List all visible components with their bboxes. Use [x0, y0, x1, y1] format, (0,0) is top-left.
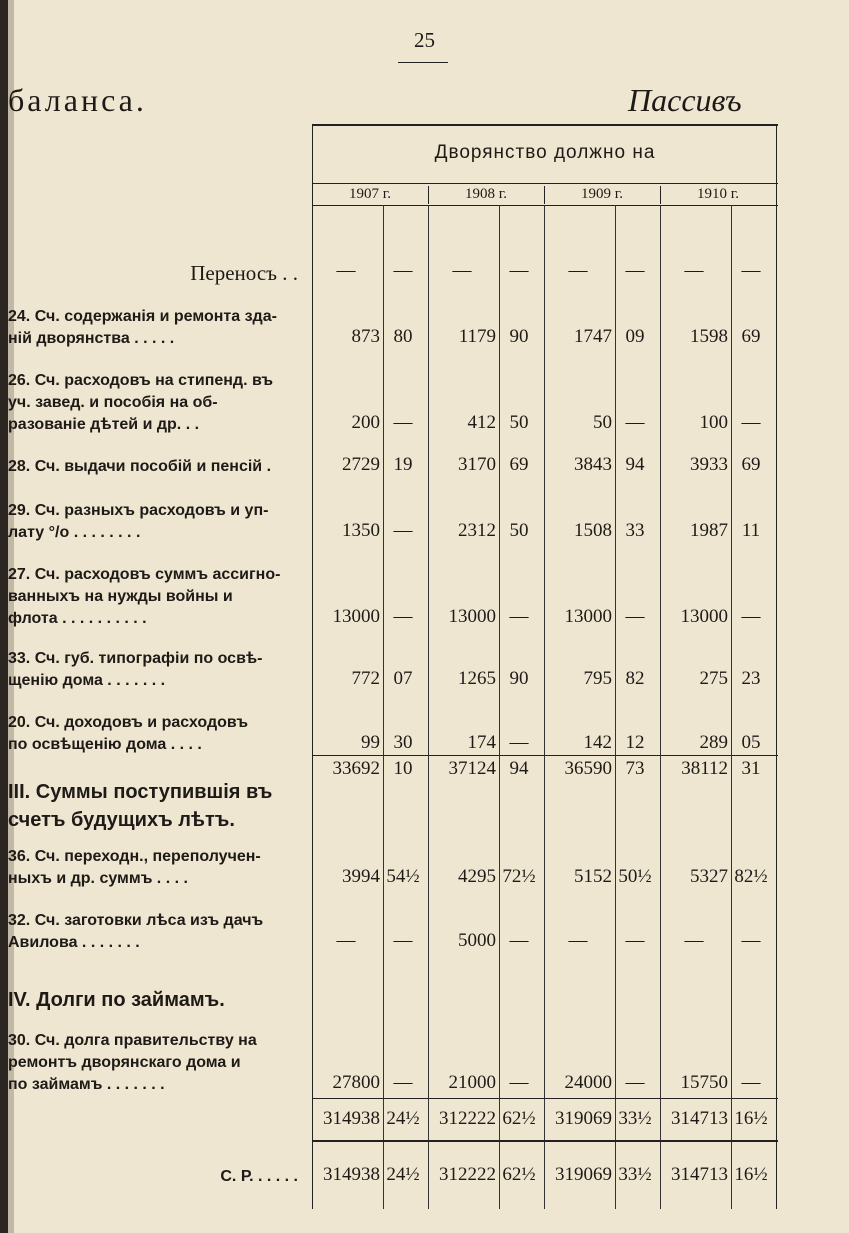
- row-value-kop: 12: [625, 732, 645, 753]
- row-value-rub: 1350: [342, 520, 380, 541]
- row-value-rub: 21000: [448, 1072, 496, 1093]
- row-value-kop: —: [741, 260, 761, 281]
- row-value-rub: 275: [699, 668, 728, 689]
- row-value-kop: —: [509, 1072, 529, 1093]
- row-value-rub: 2312: [458, 520, 496, 541]
- row-label: ныхъ и др. суммъ . . . .: [8, 870, 188, 887]
- row-value-rub: 3170: [458, 454, 496, 475]
- row-value-kop: —: [393, 260, 413, 281]
- year-column-separator: [544, 205, 545, 1209]
- row-value-kop: 30: [393, 732, 413, 753]
- row-value-rub: —: [336, 930, 356, 951]
- row-value-kop: 24½: [386, 1164, 420, 1185]
- row-label: ІІІ. Суммы поступившія въ: [8, 781, 273, 803]
- row-value-kop: —: [509, 606, 529, 627]
- row-value-rub: 314713: [671, 1164, 728, 1185]
- year-separator: [660, 186, 661, 204]
- row-value-kop: 69: [741, 326, 761, 347]
- row-label: Авилова . . . . . . .: [8, 934, 140, 951]
- row-label: Переносъ . .: [190, 261, 298, 285]
- title-rule: [312, 183, 778, 184]
- rub-kop-separator: [731, 205, 732, 1209]
- heading-right: Пассивъ: [628, 82, 742, 118]
- total-value-rub: 314938: [323, 1108, 380, 1129]
- row-value-kop: 05: [741, 732, 761, 753]
- year-rule: [312, 205, 778, 206]
- row-value-kop: —: [625, 1072, 645, 1093]
- row-value-kop: 09: [625, 326, 645, 347]
- year-header: 1908 г.: [465, 186, 507, 202]
- row-label: 32. Сч. заготовки лѣса изъ дачъ: [8, 912, 264, 929]
- row-value-rub: 13000: [564, 606, 612, 627]
- row-label: 29. Сч. разныхъ расходовъ и уп-: [8, 502, 269, 519]
- row-value-rub: 3843: [574, 454, 612, 475]
- total-value-rub: 319069: [555, 1108, 612, 1129]
- row-label: 36. Сч. переходн., переполучен-: [8, 848, 261, 865]
- row-label: ІV. Долги по займамъ.: [8, 989, 225, 1011]
- row-value-rub: 99: [361, 732, 380, 753]
- row-value-kop: 69: [741, 454, 761, 475]
- row-value-kop: —: [509, 260, 529, 281]
- row-value-kop: 50½: [618, 866, 652, 887]
- total-rule: [312, 1098, 778, 1099]
- row-value-rub: 319069: [555, 1164, 612, 1185]
- row-value-kop: —: [625, 412, 645, 433]
- row-value-rub: 24000: [564, 1072, 612, 1093]
- page-number: 25: [414, 28, 435, 52]
- row-label: 26. Сч. расходовъ на стипенд. въ: [8, 372, 274, 389]
- row-value-kop: 80: [393, 326, 413, 347]
- rub-kop-separator: [499, 205, 500, 1209]
- row-value-rub: 1987: [690, 520, 728, 541]
- year-column-separator: [660, 205, 661, 1209]
- row-label: ремонтъ дворянскаго дома и: [8, 1054, 241, 1071]
- row-label: 24. Сч. содержанія и ремонта зда-: [8, 308, 277, 325]
- row-value-rub: 5327: [690, 866, 728, 887]
- row-value-kop: 82½: [734, 866, 768, 887]
- row-value-rub: 174: [467, 732, 496, 753]
- row-label: 20. Сч. доходовъ и расходовъ: [8, 714, 249, 731]
- row-value-rub: —: [684, 260, 704, 281]
- row-label: щенію дома . . . . . . .: [8, 672, 166, 689]
- row-value-rub: 3933: [690, 454, 728, 475]
- table-top-rule: [312, 124, 778, 126]
- year-separator: [544, 186, 545, 204]
- row-value-rub: 142: [583, 732, 612, 753]
- row-value-kop: —: [741, 1072, 761, 1093]
- row-value-rub: —: [336, 260, 356, 281]
- subtotal-value-rub: 36590: [564, 758, 612, 779]
- row-value-kop: 23: [741, 668, 761, 689]
- row-value-kop: 90: [509, 668, 529, 689]
- row-value-rub: 13000: [448, 606, 496, 627]
- row-value-kop: 16½: [734, 1164, 768, 1185]
- row-value-kop: —: [625, 260, 645, 281]
- row-value-kop: 50: [509, 412, 529, 433]
- row-value-rub: 1508: [574, 520, 612, 541]
- table-left-border: [312, 124, 313, 1209]
- row-value-kop: 50: [509, 520, 529, 541]
- row-label: 33. Сч. губ. типографіи по освѣ-: [8, 650, 263, 667]
- subtotal-value-kop: 10: [393, 758, 413, 779]
- row-value-rub: —: [568, 260, 588, 281]
- rub-kop-separator: [615, 205, 616, 1209]
- row-label: С. Р. . . . . .: [220, 1168, 298, 1185]
- total-value-rub: 312222: [439, 1108, 496, 1129]
- row-value-rub: 4295: [458, 866, 496, 887]
- row-label: разованіе дѣтей и др. . .: [8, 416, 200, 433]
- row-value-rub: 13000: [680, 606, 728, 627]
- year-header: 1907 г.: [349, 186, 391, 202]
- row-label: ній дворянства . . . . .: [8, 330, 175, 347]
- row-value-kop: 33½: [618, 1164, 652, 1185]
- row-value-rub: 1747: [574, 326, 612, 347]
- row-value-rub: 50: [593, 412, 612, 433]
- page-number-underline: [398, 62, 448, 63]
- subtotal-value-kop: 31: [741, 758, 761, 779]
- subtotal-value-rub: 33692: [332, 758, 380, 779]
- row-value-kop: 07: [393, 668, 413, 689]
- row-value-rub: 5000: [458, 930, 496, 951]
- row-label: по освѣщенію дома . . . .: [8, 736, 202, 753]
- total-double-rule: [312, 1140, 778, 1142]
- year-header: 1910 г.: [697, 186, 739, 202]
- heading-left: баланса.: [8, 82, 147, 118]
- row-value-kop: 82: [625, 668, 645, 689]
- row-value-rub: —: [568, 930, 588, 951]
- row-value-kop: —: [393, 520, 413, 541]
- row-value-kop: —: [393, 1072, 413, 1093]
- row-value-rub: 3994: [342, 866, 380, 887]
- row-value-kop: —: [393, 606, 413, 627]
- row-value-rub: —: [684, 930, 704, 951]
- row-value-kop: —: [741, 930, 761, 951]
- subtotal-value-kop: 73: [625, 758, 645, 779]
- row-label: счетъ будущихъ лѣтъ.: [8, 809, 235, 831]
- row-value-kop: 94: [625, 454, 645, 475]
- table-right-border: [776, 124, 777, 1209]
- total-value-kop: 62½: [502, 1108, 536, 1129]
- total-value-kop: 16½: [734, 1108, 768, 1129]
- row-label: 30. Сч. долга правительству на: [8, 1032, 257, 1049]
- subtotal-value-rub: 38112: [681, 758, 728, 779]
- row-value-rub: 15750: [680, 1072, 728, 1093]
- row-value-rub: 1179: [458, 326, 496, 347]
- table-title: Дворянство должно на: [434, 142, 656, 163]
- total-value-kop: 33½: [618, 1108, 652, 1129]
- row-label: 28. Сч. выдачи пособій и пенсій .: [8, 458, 272, 475]
- row-label: 27. Сч. расходовъ суммъ ассигно-: [8, 566, 281, 583]
- row-value-rub: 1265: [458, 668, 496, 689]
- row-value-rub: 873: [351, 326, 380, 347]
- year-column-separator: [428, 205, 429, 1209]
- row-label: лату °/о . . . . . . . .: [8, 524, 141, 541]
- row-value-kop: 69: [509, 454, 529, 475]
- row-value-kop: 19: [393, 454, 413, 475]
- row-value-rub: 289: [699, 732, 728, 753]
- row-value-rub: 5152: [574, 866, 612, 887]
- row-value-rub: 772: [351, 668, 380, 689]
- row-value-rub: 1598: [690, 326, 728, 347]
- row-value-kop: 33: [625, 520, 645, 541]
- row-value-rub: 13000: [332, 606, 380, 627]
- row-value-rub: 795: [583, 668, 612, 689]
- row-value-kop: 72½: [502, 866, 536, 887]
- row-value-kop: 11: [741, 520, 761, 541]
- row-label: ванныхъ на нужды войны и: [8, 588, 233, 605]
- row-value-kop: —: [741, 412, 761, 433]
- row-value-kop: 90: [509, 326, 529, 347]
- year-header: 1909 г.: [581, 186, 623, 202]
- row-value-rub: 314938: [323, 1164, 380, 1185]
- total-value-rub: 314713: [671, 1108, 728, 1129]
- subtotal-rule: [312, 755, 778, 756]
- row-value-rub: 100: [699, 412, 728, 433]
- row-value-kop: —: [509, 930, 529, 951]
- year-separator: [428, 186, 429, 204]
- row-value-rub: —: [452, 260, 472, 281]
- row-value-rub: 200: [351, 412, 380, 433]
- total-value-kop: 24½: [386, 1108, 420, 1129]
- row-value-kop: 54½: [386, 866, 420, 887]
- subtotal-value-rub: 37124: [448, 758, 496, 779]
- row-value-rub: 412: [467, 412, 496, 433]
- subtotal-value-kop: 94: [509, 758, 529, 779]
- row-value-rub: 312222: [439, 1164, 496, 1185]
- row-value-kop: 62½: [502, 1164, 536, 1185]
- rub-kop-separator: [383, 205, 384, 1209]
- row-value-kop: —: [625, 930, 645, 951]
- row-value-rub: 27800: [332, 1072, 380, 1093]
- row-label: уч. завед. и пособія на об-: [8, 394, 218, 411]
- row-value-kop: —: [625, 606, 645, 627]
- row-value-kop: —: [393, 412, 413, 433]
- row-value-kop: —: [509, 732, 529, 753]
- page-binding-edge: [0, 0, 8, 1233]
- row-value-kop: —: [393, 930, 413, 951]
- row-value-kop: —: [741, 606, 761, 627]
- row-value-rub: 2729: [342, 454, 380, 475]
- row-label: флота . . . . . . . . . .: [8, 610, 147, 627]
- row-label: по займамъ . . . . . . .: [8, 1076, 165, 1093]
